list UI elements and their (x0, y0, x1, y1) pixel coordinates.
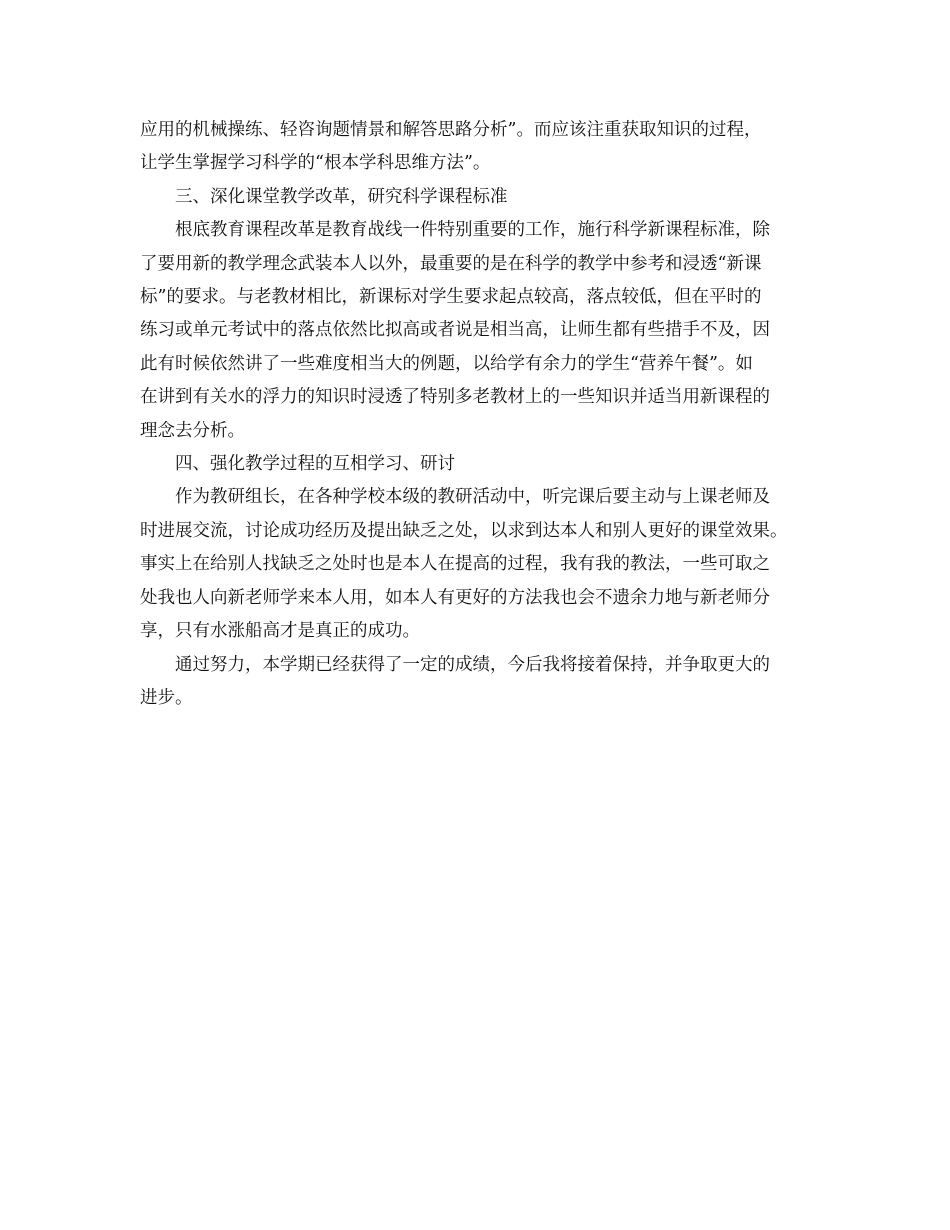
text-line: 事实上在给别人找缺乏之处时也是本人在提高的过程，我有我的教法，一些可取之 (140, 554, 770, 575)
document-body (140, 114, 815, 715)
text-line: 通过努力，本学期已经获得了一定的成绩，今后我将接着保持，并争取更大的 (175, 654, 770, 675)
heading-text: 四、强化教学过程的互相学习、研讨 (175, 454, 455, 475)
paragraph-conclusion (140, 649, 815, 716)
text-line: 在讲到有关水的浮力的知识时浸透了特别多老教材上的一些知识并适当用新课程的 (140, 387, 770, 408)
text-line: 练习或单元考试中的落点依然比拟高或者说是相当高，让师生都有些措手不及，因 (140, 320, 770, 341)
text-line: 让学生掌握学习科学的“根本学科思维方法”。 (140, 153, 491, 174)
text-line: 享，只有水涨船高才是真正的成功。 (140, 621, 420, 642)
paragraph-curriculum-reform (140, 214, 815, 448)
text-line: 根底教育课程改革是教育战线一件特别重要的工作，施行科学新课程标准，除 (175, 220, 770, 241)
text-line: 进步。 (140, 687, 193, 708)
section-heading-4 (140, 448, 815, 481)
text-line: 处我也人向新老师学来本人用，如本人有更好的方法我也会不遗余力地与新老师分 (140, 587, 770, 608)
paragraph-peer-learning (140, 481, 815, 648)
text-line: 此有时候依然讲了一些难度相当大的例题，以给学有余力的学生“营养午餐”。如 (140, 353, 753, 374)
paragraph-continued (140, 114, 815, 181)
heading-text: 三、深化课堂教学改革，研究科学课程标准 (175, 186, 508, 207)
text-line: 时进展交流，讨论成功经历及提出缺乏之处，以求到达本人和别人更好的课堂效果。 (140, 520, 788, 541)
text-line: 理念去分析。 (140, 420, 245, 441)
text-line: 作为教研组长，在各种学校本级的教研活动中，听完课后要主动与上课老师及 (175, 487, 770, 508)
text-line: 标”的要求。与老教材相比，新课标对学生要求起点较高，落点较低，但在平时的 (140, 287, 762, 308)
text-line: 了要用新的教学理念武装本人以外，最重要的是在科学的教学中参考和浸透“新课 (140, 253, 762, 274)
text-line: 应用的机械操练、轻咨询题情景和解答思路分析”。而应该注重获取知识的过程， (140, 120, 762, 140)
section-heading-3 (140, 181, 815, 214)
